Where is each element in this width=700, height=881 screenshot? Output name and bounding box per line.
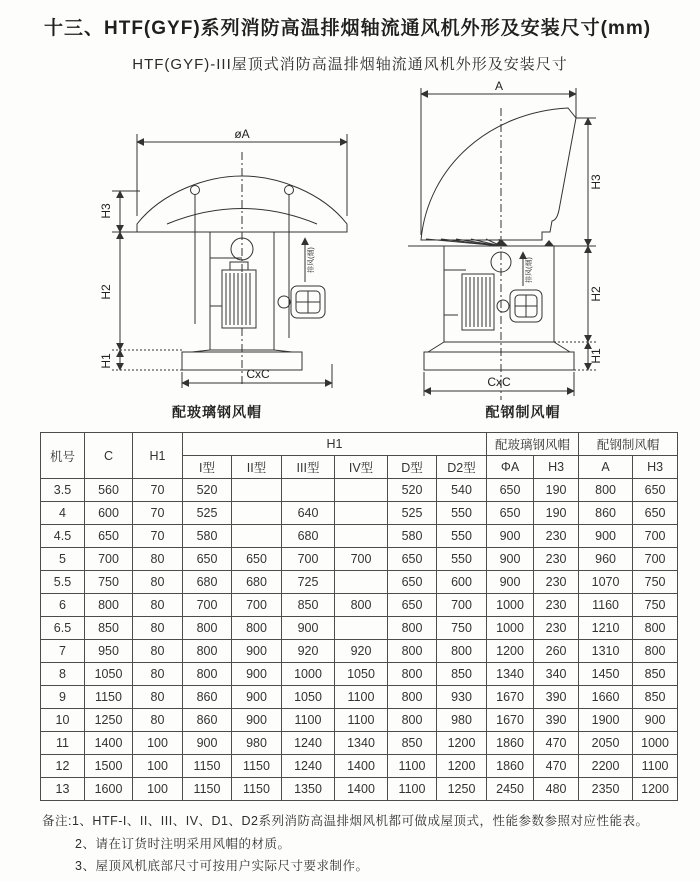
dim-label-cxc: CxC bbox=[246, 367, 270, 381]
table-cell: 700 bbox=[85, 548, 133, 571]
table-cell: 800 bbox=[183, 640, 232, 663]
table-cell: 1250 bbox=[437, 778, 487, 801]
table-cell: 750 bbox=[85, 571, 133, 594]
table-cell: 550 bbox=[437, 525, 487, 548]
table-cell: 1250 bbox=[85, 709, 133, 732]
page-title: 十三、HTF(GYF)系列消防高温排烟轴流通风机外形及安装尺寸(mm) bbox=[44, 18, 652, 39]
table-cell: 1160 bbox=[579, 594, 633, 617]
table-cell: 1050 bbox=[282, 686, 335, 709]
table-cell: 900 bbox=[633, 709, 678, 732]
caption-steel-cap: 配钢制风帽 bbox=[485, 404, 561, 420]
table-cell: 1100 bbox=[388, 778, 437, 801]
table-cell: 1200 bbox=[437, 755, 487, 778]
table-cell: 1400 bbox=[335, 778, 388, 801]
footnote-2: 2、请在订货时注明采用风帽的材质。 bbox=[75, 836, 291, 851]
table-cell: 680 bbox=[232, 571, 282, 594]
table-cell: 650 bbox=[388, 571, 437, 594]
group-header-steel: 配钢制风帽 bbox=[579, 433, 678, 456]
table-cell: 900 bbox=[183, 732, 232, 755]
table-cell: 230 bbox=[534, 525, 579, 548]
table-cell: 560 bbox=[85, 479, 133, 502]
table-cell: 1000 bbox=[487, 617, 534, 640]
table-cell: 1450 bbox=[579, 663, 633, 686]
table-cell bbox=[232, 479, 282, 502]
table-cell: 390 bbox=[534, 709, 579, 732]
table-cell: 900 bbox=[232, 686, 282, 709]
table-cell: 920 bbox=[335, 640, 388, 663]
table-cell: 1150 bbox=[232, 778, 282, 801]
table-cell: 800 bbox=[633, 640, 678, 663]
diagram-steel-cap-fan bbox=[396, 80, 651, 412]
table-cell: 9 bbox=[41, 686, 85, 709]
table-cell: 390 bbox=[534, 686, 579, 709]
table-cell: 900 bbox=[487, 571, 534, 594]
table-cell: 1050 bbox=[335, 663, 388, 686]
table-cell: 1900 bbox=[579, 709, 633, 732]
table-cell: 700 bbox=[335, 548, 388, 571]
table-cell: 860 bbox=[183, 686, 232, 709]
table-cell: 930 bbox=[437, 686, 487, 709]
table-cell: 230 bbox=[534, 594, 579, 617]
table-cell: 1100 bbox=[633, 755, 678, 778]
group-header-h1: H1 bbox=[183, 433, 487, 456]
table-cell: 640 bbox=[282, 502, 335, 525]
diagram-fiberglass-cap-fan bbox=[92, 96, 392, 394]
table-cell: 80 bbox=[133, 617, 183, 640]
col-header-type-i: I型 bbox=[183, 456, 232, 479]
table-cell: 230 bbox=[534, 617, 579, 640]
table-cell: 1860 bbox=[487, 732, 534, 755]
table-cell: 3.5 bbox=[41, 479, 85, 502]
table-cell: 900 bbox=[487, 525, 534, 548]
dim-label-h2: H2 bbox=[99, 284, 113, 300]
table-cell: 800 bbox=[388, 709, 437, 732]
dim-label-phi-a: øA bbox=[234, 127, 250, 141]
table-cell: 900 bbox=[232, 663, 282, 686]
table-cell: 850 bbox=[633, 663, 678, 686]
table-cell bbox=[335, 479, 388, 502]
table-cell: 1200 bbox=[437, 732, 487, 755]
table-cell: 960 bbox=[579, 548, 633, 571]
table-cell: 2450 bbox=[487, 778, 534, 801]
table-cell: 860 bbox=[183, 709, 232, 732]
table-cell: 800 bbox=[85, 594, 133, 617]
table-cell: 1350 bbox=[282, 778, 335, 801]
table-cell: 230 bbox=[534, 548, 579, 571]
table-cell: 850 bbox=[282, 594, 335, 617]
table-row bbox=[41, 686, 678, 709]
table-cell: 1670 bbox=[487, 686, 534, 709]
table-cell: 600 bbox=[437, 571, 487, 594]
table-cell: 800 bbox=[335, 594, 388, 617]
dim-label-h2: H2 bbox=[589, 286, 603, 302]
dim-label-h3: H3 bbox=[589, 174, 603, 190]
table-cell: 1210 bbox=[579, 617, 633, 640]
table-cell: 650 bbox=[183, 548, 232, 571]
footnote-3: 3、屋顶风机底部尺寸可按用户实际尺寸要求制作。 bbox=[75, 859, 369, 873]
table-cell: 900 bbox=[487, 548, 534, 571]
table-cell bbox=[335, 525, 388, 548]
caption-fiberglass-cap: 配玻璃钢风帽 bbox=[172, 404, 262, 420]
table-cell: 1310 bbox=[579, 640, 633, 663]
dim-label-h3: H3 bbox=[99, 203, 113, 219]
table-cell: 900 bbox=[579, 525, 633, 548]
table-cell: 850 bbox=[437, 663, 487, 686]
table-cell: 700 bbox=[633, 548, 678, 571]
table-cell: 5.5 bbox=[41, 571, 85, 594]
table-cell: 340 bbox=[534, 663, 579, 686]
table-cell: 600 bbox=[85, 502, 133, 525]
table-cell bbox=[335, 502, 388, 525]
flow-direction-label: 排风(烟) bbox=[308, 247, 315, 273]
table-cell: 2050 bbox=[579, 732, 633, 755]
table-cell: 650 bbox=[232, 548, 282, 571]
table-cell bbox=[232, 525, 282, 548]
table-row bbox=[41, 617, 678, 640]
table-cell: 650 bbox=[633, 502, 678, 525]
table-cell: 5 bbox=[41, 548, 85, 571]
table-cell: 1100 bbox=[282, 709, 335, 732]
table-cell: 1000 bbox=[633, 732, 678, 755]
col-header-h1: H1 bbox=[133, 433, 183, 479]
table-cell: 520 bbox=[183, 479, 232, 502]
table-cell: 1200 bbox=[487, 640, 534, 663]
table-row bbox=[41, 640, 678, 663]
table-cell: 1150 bbox=[183, 778, 232, 801]
table-cell: 800 bbox=[388, 640, 437, 663]
table-cell: 4 bbox=[41, 502, 85, 525]
table-cell: 800 bbox=[183, 617, 232, 640]
table-cell: 8 bbox=[41, 663, 85, 686]
table-cell: 1500 bbox=[85, 755, 133, 778]
table-cell: 750 bbox=[633, 594, 678, 617]
footnotes bbox=[42, 810, 662, 878]
table-cell: 7 bbox=[41, 640, 85, 663]
table-cell: 80 bbox=[133, 686, 183, 709]
table-cell: 1000 bbox=[282, 663, 335, 686]
table-cell: 6.5 bbox=[41, 617, 85, 640]
table-cell: 540 bbox=[437, 479, 487, 502]
table-cell: 860 bbox=[579, 502, 633, 525]
table-cell: 1050 bbox=[85, 663, 133, 686]
flow-direction-label: 排风(烟) bbox=[526, 257, 533, 283]
table-row bbox=[41, 778, 678, 801]
table-cell: 70 bbox=[133, 525, 183, 548]
table-cell: 70 bbox=[133, 502, 183, 525]
table-cell: 800 bbox=[388, 663, 437, 686]
table-cell: 2350 bbox=[579, 778, 633, 801]
table-cell: 800 bbox=[437, 640, 487, 663]
table-cell bbox=[335, 617, 388, 640]
col-header-a-steel: A bbox=[579, 456, 633, 479]
col-header-h3-steel: H3 bbox=[633, 456, 678, 479]
table-cell: 520 bbox=[388, 479, 437, 502]
table-row bbox=[41, 571, 678, 594]
table-cell: 80 bbox=[133, 709, 183, 732]
col-header-model: 机号 bbox=[41, 433, 85, 479]
table-cell: 950 bbox=[85, 640, 133, 663]
table-cell: 100 bbox=[133, 732, 183, 755]
table-cell: 980 bbox=[437, 709, 487, 732]
table-cell: 580 bbox=[388, 525, 437, 548]
table-cell: 13 bbox=[41, 778, 85, 801]
table-cell: 920 bbox=[282, 640, 335, 663]
table-cell: 190 bbox=[534, 479, 579, 502]
table-row bbox=[41, 663, 678, 686]
page-subtitle: HTF(GYF)-III屋顶式消防高温排烟轴流通风机外形及安装尺寸 bbox=[132, 56, 568, 73]
table-cell: 80 bbox=[133, 594, 183, 617]
table-cell: 800 bbox=[388, 617, 437, 640]
table-cell: 750 bbox=[437, 617, 487, 640]
table-cell: 550 bbox=[437, 502, 487, 525]
table-cell: 260 bbox=[534, 640, 579, 663]
table-cell: 1000 bbox=[487, 594, 534, 617]
table-cell: 700 bbox=[183, 594, 232, 617]
table-cell: 80 bbox=[133, 663, 183, 686]
table-cell: 800 bbox=[232, 617, 282, 640]
table-body bbox=[41, 479, 678, 801]
table-cell: 650 bbox=[388, 548, 437, 571]
dim-label-a: A bbox=[494, 80, 504, 93]
col-header-type-iv: IV型 bbox=[335, 456, 388, 479]
table-cell: 1660 bbox=[579, 686, 633, 709]
col-header-type-d2: D2型 bbox=[437, 456, 487, 479]
table-row bbox=[41, 594, 678, 617]
table-cell: 1100 bbox=[335, 709, 388, 732]
dim-label-h1: H1 bbox=[99, 353, 113, 369]
table-cell: 800 bbox=[579, 479, 633, 502]
table-row bbox=[41, 525, 678, 548]
table-cell: 10 bbox=[41, 709, 85, 732]
table-cell: 4.5 bbox=[41, 525, 85, 548]
col-header-h3-glass: H3 bbox=[534, 456, 579, 479]
table-cell bbox=[232, 502, 282, 525]
table-cell: 800 bbox=[633, 617, 678, 640]
steel-fan-drawing bbox=[396, 80, 651, 412]
table-cell: 470 bbox=[534, 755, 579, 778]
table-cell: 6 bbox=[41, 594, 85, 617]
table-cell: 80 bbox=[133, 548, 183, 571]
table-cell: 1860 bbox=[487, 755, 534, 778]
table-cell: 700 bbox=[437, 594, 487, 617]
table-cell: 470 bbox=[534, 732, 579, 755]
table-cell: 1400 bbox=[335, 755, 388, 778]
table-cell: 100 bbox=[133, 778, 183, 801]
table-cell: 1340 bbox=[335, 732, 388, 755]
table-cell: 900 bbox=[282, 617, 335, 640]
table-cell: 700 bbox=[232, 594, 282, 617]
table-cell: 900 bbox=[232, 640, 282, 663]
table-cell: 650 bbox=[633, 479, 678, 502]
table-cell: 725 bbox=[282, 571, 335, 594]
col-header-phi-a: ΦA bbox=[487, 456, 534, 479]
table-cell: 580 bbox=[183, 525, 232, 548]
table-cell: 650 bbox=[487, 479, 534, 502]
table-cell: 2200 bbox=[579, 755, 633, 778]
table-row bbox=[41, 755, 678, 778]
table-cell: 11 bbox=[41, 732, 85, 755]
table-row bbox=[41, 709, 678, 732]
table-cell: 100 bbox=[133, 755, 183, 778]
table-cell: 1070 bbox=[579, 571, 633, 594]
table-cell: 1400 bbox=[85, 732, 133, 755]
table-cell: 70 bbox=[133, 479, 183, 502]
table-cell: 80 bbox=[133, 571, 183, 594]
table-cell: 1240 bbox=[282, 732, 335, 755]
table-cell: 850 bbox=[85, 617, 133, 640]
table-cell: 680 bbox=[282, 525, 335, 548]
table-cell bbox=[335, 571, 388, 594]
table-cell: 1150 bbox=[183, 755, 232, 778]
table-cell: 190 bbox=[534, 502, 579, 525]
table-cell: 700 bbox=[633, 525, 678, 548]
table-row bbox=[41, 502, 678, 525]
table-cell: 800 bbox=[183, 663, 232, 686]
group-header-fiberglass: 配玻璃钢风帽 bbox=[487, 433, 579, 456]
table-cell: 980 bbox=[232, 732, 282, 755]
table-row bbox=[41, 732, 678, 755]
table-cell: 1100 bbox=[335, 686, 388, 709]
table-cell: 800 bbox=[388, 686, 437, 709]
col-header-c: C bbox=[85, 433, 133, 479]
table-cell: 12 bbox=[41, 755, 85, 778]
table-cell: 230 bbox=[534, 571, 579, 594]
table-cell: 1340 bbox=[487, 663, 534, 686]
col-header-type-iii: III型 bbox=[282, 456, 335, 479]
table-cell bbox=[282, 479, 335, 502]
dim-label-cxc: CxC bbox=[487, 375, 511, 389]
table-row bbox=[41, 479, 678, 502]
dim-label-h1: H1 bbox=[589, 348, 603, 364]
table-cell: 650 bbox=[388, 594, 437, 617]
table-cell: 850 bbox=[388, 732, 437, 755]
col-header-type-ii: II型 bbox=[232, 456, 282, 479]
table-cell: 680 bbox=[183, 571, 232, 594]
table-cell: 550 bbox=[437, 548, 487, 571]
table-cell: 1240 bbox=[282, 755, 335, 778]
footnote-1: 备注:1、HTF-I、II、III、IV、D1、D2系列消防高温排烟风机都可做成屋顶式，性能参数参照对应性能表。 bbox=[42, 814, 649, 828]
dimension-table bbox=[40, 432, 678, 801]
table-cell: 1150 bbox=[85, 686, 133, 709]
table-cell: 650 bbox=[487, 502, 534, 525]
table-header bbox=[41, 433, 678, 479]
table-cell: 480 bbox=[534, 778, 579, 801]
table-cell: 1150 bbox=[232, 755, 282, 778]
table-row bbox=[41, 548, 678, 571]
table-cell: 750 bbox=[633, 571, 678, 594]
table-cell: 1600 bbox=[85, 778, 133, 801]
table-cell: 1200 bbox=[633, 778, 678, 801]
table-cell: 900 bbox=[232, 709, 282, 732]
table-cell: 1670 bbox=[487, 709, 534, 732]
table-cell: 525 bbox=[388, 502, 437, 525]
col-header-type-d: D型 bbox=[388, 456, 437, 479]
table-cell: 1100 bbox=[388, 755, 437, 778]
table-cell: 850 bbox=[633, 686, 678, 709]
table-cell: 525 bbox=[183, 502, 232, 525]
fiberglass-fan-drawing bbox=[92, 96, 392, 394]
table-cell: 700 bbox=[282, 548, 335, 571]
table-cell: 650 bbox=[85, 525, 133, 548]
table-cell: 80 bbox=[133, 640, 183, 663]
